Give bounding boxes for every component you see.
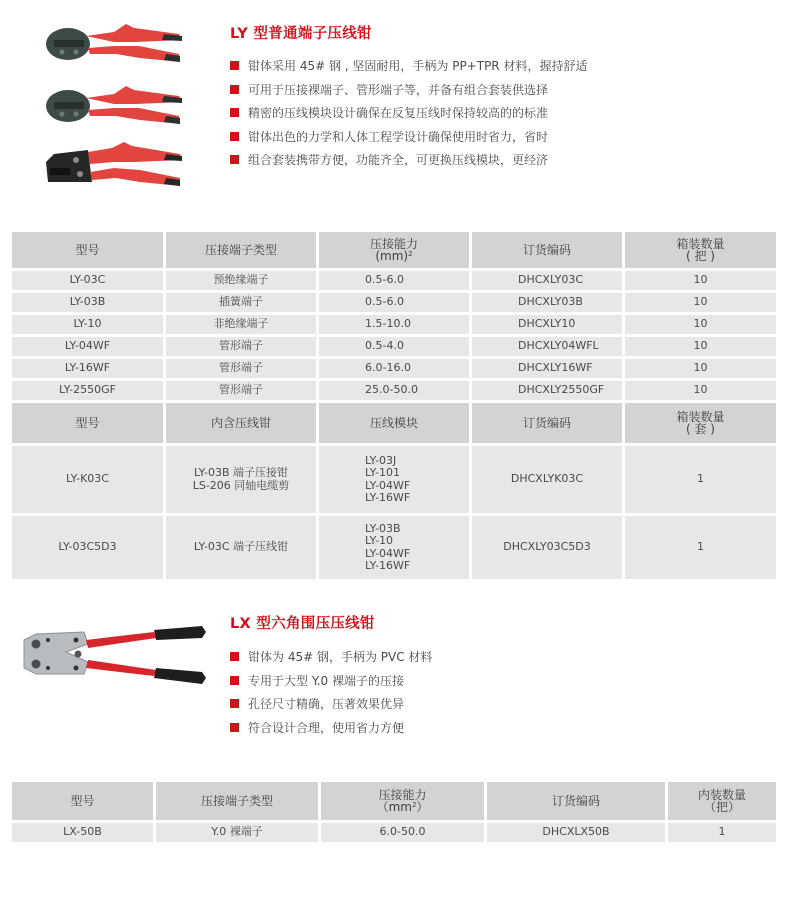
cell-capacity: 0.5-6.0 bbox=[319, 271, 469, 290]
header-terminal-type: 压接端子类型 bbox=[156, 782, 318, 820]
header-inner-qty: 内装数量 （把） bbox=[668, 782, 776, 820]
ly-plier-image-2 bbox=[44, 84, 184, 128]
cell-terminal-type: 管形端子 bbox=[166, 381, 316, 400]
cell-order-code: DHCXLY03B bbox=[472, 293, 622, 312]
header-crimp-capacity: 压接能力 $(mm^2)$ bbox=[321, 782, 484, 820]
feature-item: 孔径尺寸精确，压著效果优异 bbox=[230, 692, 432, 716]
bullet-square-icon bbox=[230, 108, 239, 117]
bullet-square-icon bbox=[230, 132, 239, 141]
crimping-plier-icon bbox=[44, 142, 184, 190]
cell-order-code: DHCXLY03C5D3 bbox=[472, 516, 622, 579]
cell-qty: 10 bbox=[625, 293, 776, 312]
header-included-pliers: 内含压线钳 bbox=[166, 403, 316, 443]
crimping-plier-icon bbox=[44, 22, 184, 66]
cell-qty: 10 bbox=[625, 381, 776, 400]
feature-item: 钳体出色的力学和人体工程学设计确保使用时省力，省时 bbox=[230, 125, 587, 149]
cell-capacity: 1.5-10.0 bbox=[319, 315, 469, 334]
cell-terminal-type: 管形端子 bbox=[166, 337, 316, 356]
feature-item: 精密的压线模块设计确保在反复压线时保持较高的的标准 bbox=[230, 101, 587, 125]
cell-capacity: 6.0-16.0 bbox=[319, 359, 469, 378]
cell-model: LY-03B bbox=[12, 293, 163, 312]
cell-order-code: DHCXLY2550GF bbox=[472, 381, 622, 400]
cell-terminal-type: 管形端子 bbox=[166, 359, 316, 378]
cell-included-pliers: LY-03B 端子压接钳 LS-206 同轴电缆剪 bbox=[166, 446, 316, 513]
cell-order-code: DHCXLYK03C bbox=[472, 446, 622, 513]
header-model: 型号 bbox=[12, 403, 163, 443]
ly-feature-list bbox=[230, 54, 587, 172]
lx-feature-list bbox=[230, 645, 432, 739]
feature-item: 组合套装携带方便，功能齐全，可更换压线模块，更经济 bbox=[230, 148, 587, 172]
feature-item: 钳体采用 45# 钢 , 坚固耐用，手柄为 PP+TPR 材料，握持舒适 bbox=[230, 54, 587, 78]
cell-model: LY-10 bbox=[12, 315, 163, 334]
cell-capacity: 25.0-50.0 bbox=[319, 381, 469, 400]
cell-order-code: DHCXLY04WFL bbox=[472, 337, 622, 356]
header-order-code: 订货编码 bbox=[472, 232, 622, 268]
cell-model: LX-50B bbox=[12, 823, 153, 842]
cell-qty: 10 bbox=[625, 271, 776, 290]
hexagonal-crimper-icon bbox=[22, 622, 208, 688]
header-box-qty: 箱装数量 ( 套 ) bbox=[625, 403, 776, 443]
cell-qty: 1 bbox=[625, 516, 776, 579]
bullet-square-icon bbox=[230, 676, 239, 685]
cell-capacity: 0.5-6.0 bbox=[319, 293, 469, 312]
header-terminal-type: 压接端子类型 bbox=[166, 232, 316, 268]
lx-crimper-image bbox=[22, 622, 208, 688]
cell-terminal-type: 插簧端子 bbox=[166, 293, 316, 312]
cell-qty: 1 bbox=[668, 823, 776, 842]
cell-terminal-type: Y.0 裸端子 bbox=[156, 823, 318, 842]
cell-order-code: DHCXLY10 bbox=[472, 315, 622, 334]
cell-model: LY-04WF bbox=[12, 337, 163, 356]
bullet-square-icon bbox=[230, 85, 239, 94]
cell-model: LY-K03C bbox=[12, 446, 163, 513]
cell-qty: 1 bbox=[625, 446, 776, 513]
cell-model: LY-03C bbox=[12, 271, 163, 290]
cell-model: LY-2550GF bbox=[12, 381, 163, 400]
feature-item: 专用于大型 Y.0 裸端子的压接 bbox=[230, 669, 432, 693]
feature-item: 符合设计合理，使用省力方便 bbox=[230, 716, 432, 740]
cell-terminal-type: 预绝缘端子 bbox=[166, 271, 316, 290]
header-box-qty: 箱装数量 ( 把 ) bbox=[625, 232, 776, 268]
cell-capacity: 6.0-50.0 bbox=[321, 823, 484, 842]
cell-qty: 10 bbox=[625, 337, 776, 356]
bullet-square-icon bbox=[230, 699, 239, 708]
bullet-square-icon bbox=[230, 61, 239, 70]
header-order-code: 订货编码 bbox=[487, 782, 665, 820]
bullet-square-icon bbox=[230, 723, 239, 732]
cell-order-code: DHCXLY16WF bbox=[472, 359, 622, 378]
header-crimp-capacity: 压接能力 (mm)$^2$ bbox=[319, 232, 469, 268]
cell-capacity: 0.5-4.0 bbox=[319, 337, 469, 356]
crimping-plier-icon bbox=[44, 84, 184, 128]
ly-plier-image-1 bbox=[44, 22, 184, 66]
bullet-square-icon bbox=[230, 652, 239, 661]
bullet-square-icon bbox=[230, 155, 239, 164]
header-crimp-modules: 压线模块 bbox=[319, 403, 469, 443]
feature-item: 钳体为 45# 钢，手柄为 PVC 材料 bbox=[230, 645, 432, 669]
lx-section-title: LX 型六角围压压线钳 bbox=[230, 616, 375, 632]
cell-crimp-modules: LY-03J LY-101 LY-04WF LY-16WF bbox=[319, 446, 469, 513]
cell-model: LY-16WF bbox=[12, 359, 163, 378]
cell-qty: 10 bbox=[625, 359, 776, 378]
cell-terminal-type: 非绝缘端子 bbox=[166, 315, 316, 334]
cell-included-pliers: LY-03C 端子压线钳 bbox=[166, 516, 316, 579]
cell-qty: 10 bbox=[625, 315, 776, 334]
cell-model: LY-03C5D3 bbox=[12, 516, 163, 579]
cell-order-code: DHCXLX50B bbox=[487, 823, 665, 842]
header-order-code: 订货编码 bbox=[472, 403, 622, 443]
ly-section-title: LY 型普通端子压线钳 bbox=[230, 26, 372, 42]
ly-plier-image-3 bbox=[44, 142, 184, 190]
header-model: 型号 bbox=[12, 782, 153, 820]
header-model: 型号 bbox=[12, 232, 163, 268]
cell-crimp-modules: LY-03B LY-10 LY-04WF LY-16WF bbox=[319, 516, 469, 579]
feature-item: 可用于压接裸端子、管形端子等，并备有组合套装供选择 bbox=[230, 78, 587, 102]
cell-order-code: DHCXLY03C bbox=[472, 271, 622, 290]
